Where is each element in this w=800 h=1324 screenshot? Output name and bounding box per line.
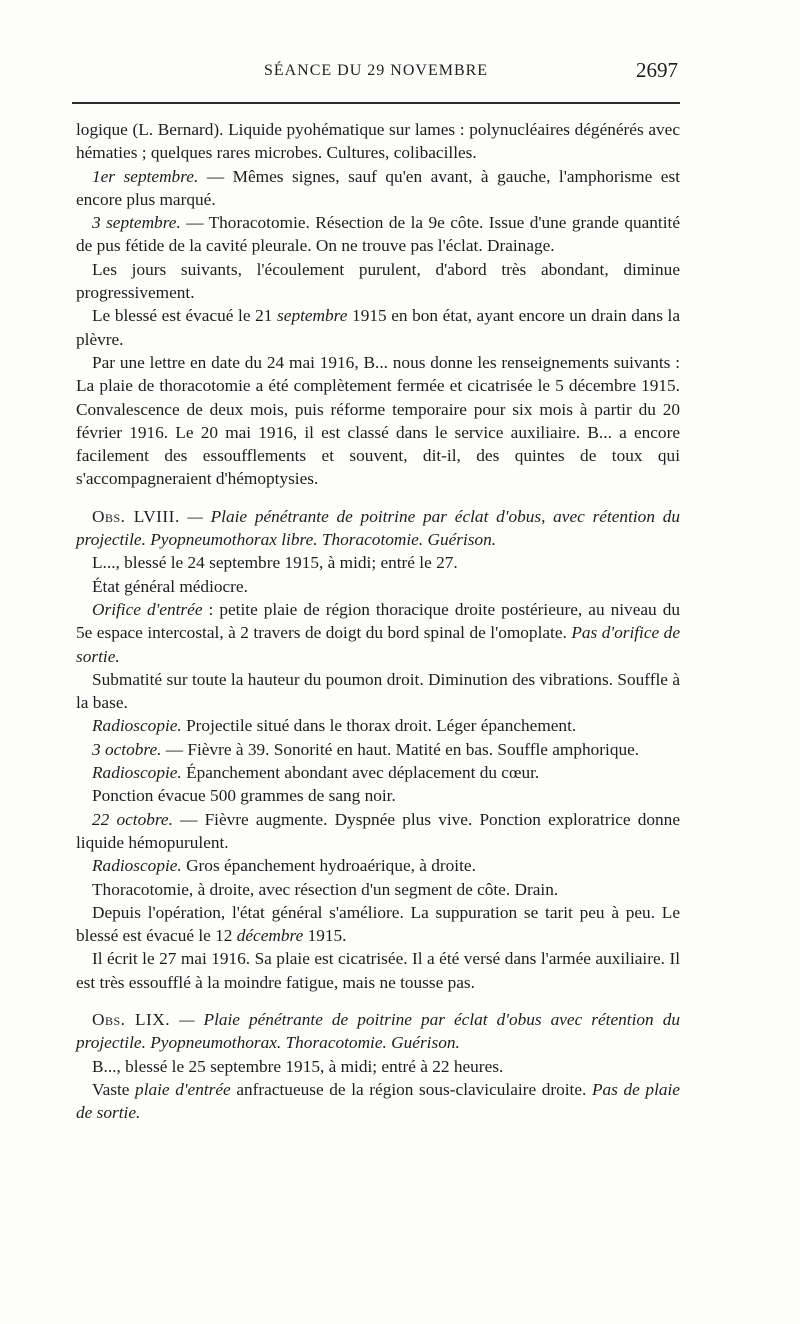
observation-label: Obs. LIX. [92, 1009, 171, 1029]
paragraph: L..., blessé le 24 septembre 1915, à midi; entré le 27. [92, 553, 458, 573]
paragraph: logique (L. Bernard). Liquide pyohématique sur lames : polynucléaires dégénérés avec hématies ; quelques rares microbes. Cultures, colibacilles. [76, 120, 680, 163]
observation-title: — Plaie pénétrante de poitrine par éclat d'obus avec rétention du projectile. Pyopneumothorax. Thoracotomie. Guérison. [76, 1009, 680, 1053]
paragraph: Thoracotomie, à droite, avec résection d'un segment de côte. Drain. [92, 879, 559, 899]
paragraph: 1er septembre. — Mêmes signes, sauf qu'en avant, à gauche, l'amphorisme est encore plus marqué. [76, 166, 680, 209]
page-header [72, 58, 680, 92]
paragraph: 22 octobre. — Fièvre augmente. Dyspnée plus vive. Ponction exploratrice donne liquide hémopurulent. [76, 809, 680, 852]
body-text [76, 118, 680, 1124]
paragraph: Le blessé est évacué le 21 septembre 1915 en bon état, ayant encore un drain dans la plèvre. [76, 306, 681, 349]
page-number: 2697 [636, 58, 678, 82]
paragraph: Les jours suivants, l'écoulement purulent, d'abord très abondant, diminue progressivement. [76, 259, 680, 303]
paragraph: Orifice d'entrée : petite plaie de région thoracique droite postérieure, au niveau du 5e espace intercostal, à 2 travers de doigt du bord spinal de l'omoplate. Pas d'orifice de sortie. [76, 599, 680, 666]
paragraph: Il écrit le 27 mai 1916. Sa plaie est cicatrisée. Il a été versé dans l'armée auxiliaire. Il est très essoufflé à la moindre fatigue, mais ne tousse pas. [76, 949, 680, 992]
paragraph: Radioscopie. Projectile situé dans le thorax droit. Léger épanchement. [92, 716, 577, 736]
date: 1er septembre. [92, 166, 199, 186]
paragraph: État général médiocre. [92, 576, 248, 596]
observation-heading [76, 1008, 680, 1055]
paragraph: Par une lettre en date du 24 mai 1916, B... nous donne les renseignements suivants : La plaie de thoracotomie a été complètement fermée et cicatrisée le 5 décembre 1915. Convalescence de deux mois, puis réforme temporaire pour six mois à partir du 20 février 1916. Le 20 mai 1916, il est classé dans le service auxiliaire. B... a encore facilement des essoufflements et souvent, dit-il, des quintes de toux qui s'accompagneraient d'hémoptysies. [76, 352, 680, 489]
running-title: SÉANCE DU 29 NOVEMBRE [263, 62, 489, 79]
date: 3 septembre. [92, 213, 181, 233]
date: 22 octobre. [92, 809, 173, 829]
paragraph: 3 septembre. — Thoracotomie. Résection de la 9e côte. Issue d'une grande quantité de pus fétide de la cavité pleurale. On ne trouve pas l'éclat. Drainage. [76, 213, 680, 256]
observation-label: Obs. LVIII. [92, 506, 180, 526]
paragraph: Radioscopie. Gros épanchement hydroaérique, à droite. [92, 856, 476, 876]
paragraph: Submatité sur toute la hauteur du poumon droit. Diminution des vibrations. Souffle à la base. [76, 669, 680, 713]
paragraph: Vaste plaie d'entrée anfractueuse de la région sous-claviculaire droite. Pas de plaie de sortie. [76, 1079, 680, 1123]
date: 3 octobre. [92, 739, 162, 759]
paragraph: Radioscopie. Épanchement abondant avec déplacement du cœur. [92, 763, 540, 783]
paragraph: 3 octobre. — Fièvre à 39. Sonorité en haut. Matité en bas. Souffle amphorique. [92, 739, 640, 759]
paragraph: Ponction évacue 500 grammes de sang noir. [92, 786, 396, 806]
paragraph: B..., blessé le 25 septembre 1915, à midi; entré à 22 heures. [92, 1056, 504, 1076]
observation-heading [76, 505, 680, 552]
paragraph: Depuis l'opération, l'état général s'améliore. La suppuration se tarit peu à peu. Le blessé est évacué le 12 décembre 1915. [76, 902, 680, 946]
header-rule [72, 102, 680, 104]
observation-title: — Plaie pénétrante de poitrine par éclat d'obus, avec rétention du projectile. Pyopneumothorax libre. Thoracotomie. Guérison. [76, 506, 680, 550]
